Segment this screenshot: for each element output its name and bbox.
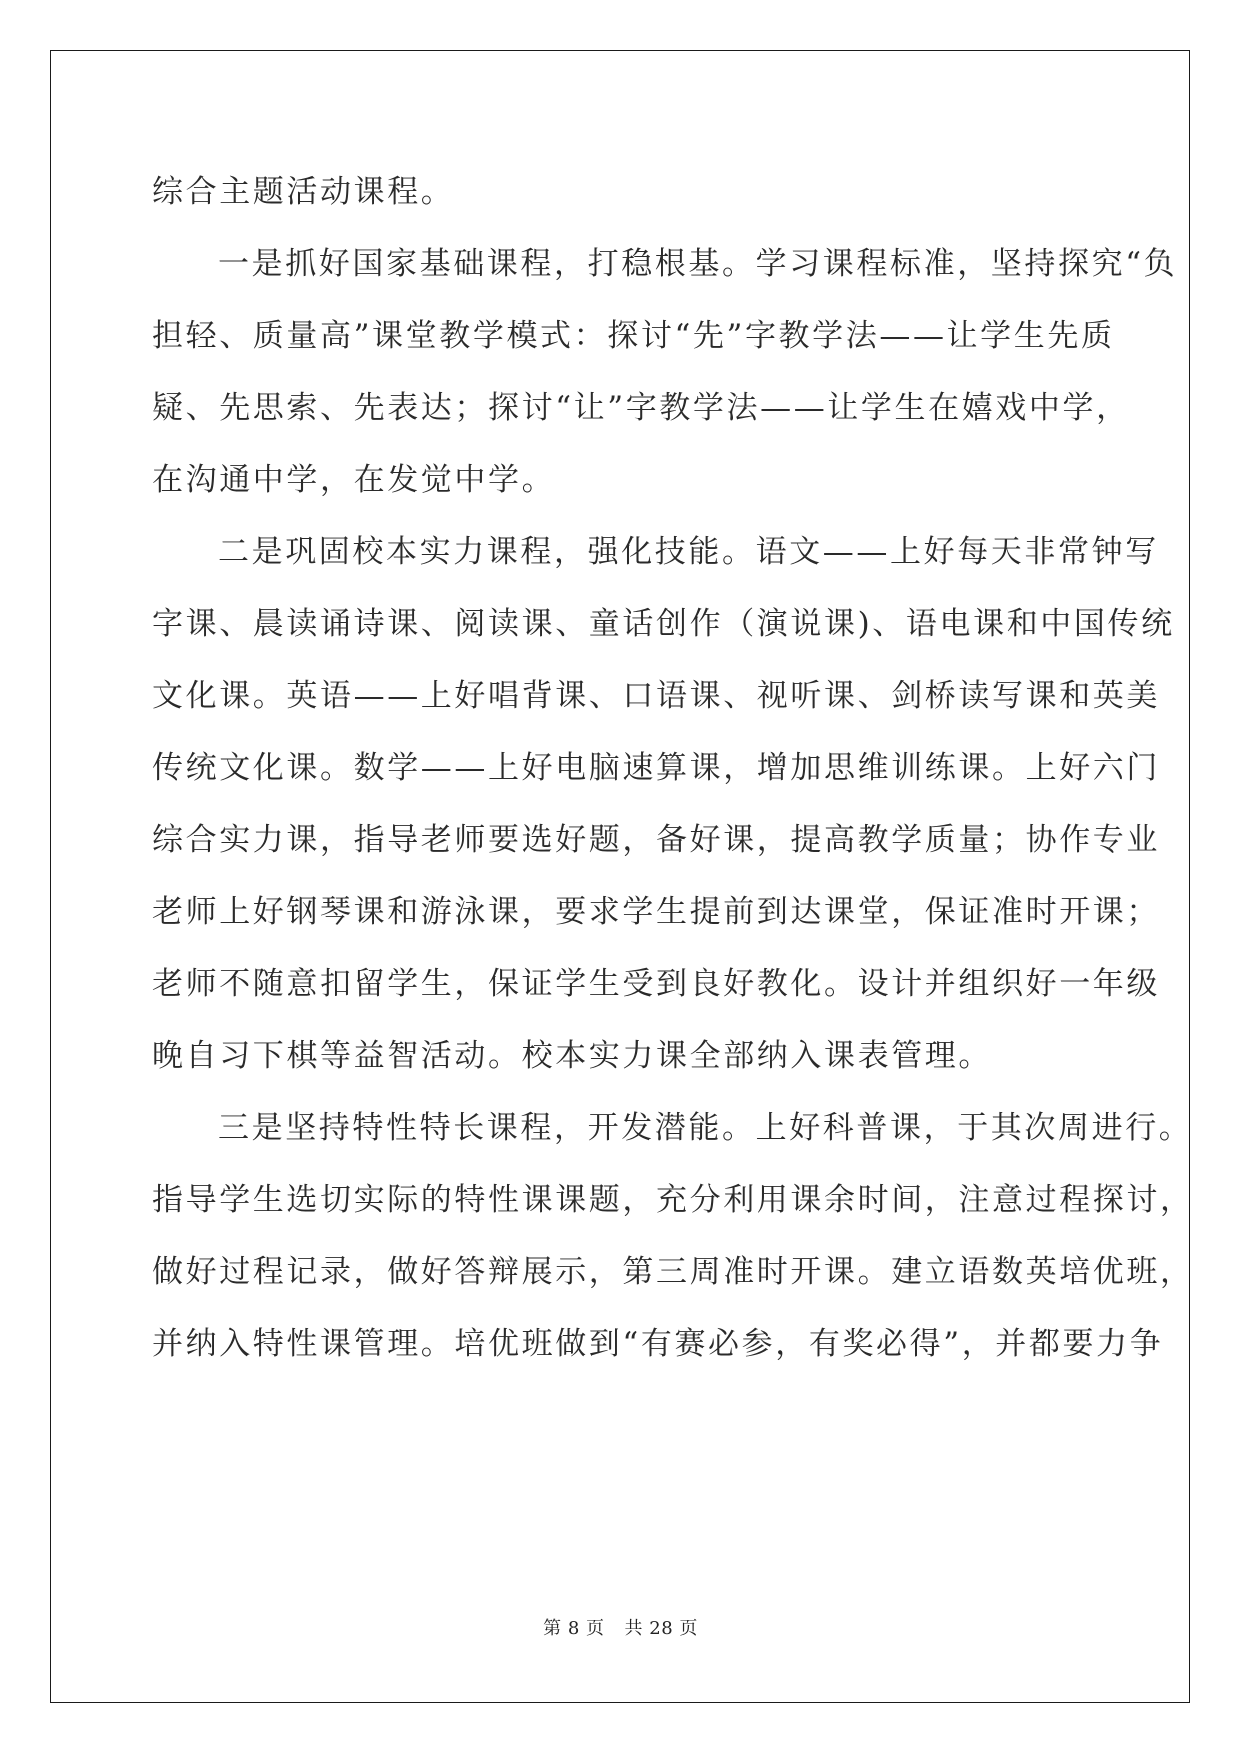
text-line: 传统文化课。数学——上好电脑速算课，增加思维训练课。上好六门 xyxy=(152,750,1160,786)
text-line: 老师不随意扣留学生，保证学生受到良好教化。设计并组织好一年级 xyxy=(152,966,1160,1002)
text-line: 疑、先思索、先表达；探讨“让”字教学法——让学生在嬉戏中学， xyxy=(152,390,1130,426)
text-line: 综合主题活动课程。 xyxy=(152,174,455,210)
text-line: 文化课。英语——上好唱背课、口语课、视听课、剑桥读写课和英美 xyxy=(152,678,1160,714)
text-line: 在沟通中学，在发觉中学。 xyxy=(152,462,556,498)
document-body xyxy=(152,156,1194,1380)
text-line: 老师上好钢琴课和游泳课，要求学生提前到达课堂，保证准时开课； xyxy=(152,894,1160,930)
page-total: 共 28 页 xyxy=(624,1618,698,1639)
text-line: 并纳入特性课管理。培优班做到“有赛必参，有奖必得”，并都要力争 xyxy=(152,1326,1164,1362)
paragraph-first-line: 一是抓好国家基础课程，打稳根基。学习课程标准，坚持探究“负 xyxy=(218,246,1178,282)
text-line: 字课、晨读诵诗课、阅读课、童话创作（演说课)、语电课和中国传统 xyxy=(152,606,1175,642)
paragraph-first-line: 二是巩固校本实力课程，强化技能。语文——上好每天非常钟写 xyxy=(218,534,1159,570)
text-line: 做好过程记录，做好答辩展示，第三周准时开课。建立语数英培优班， xyxy=(152,1254,1194,1290)
page-number: 第 8 页 xyxy=(543,1618,605,1639)
page-footer xyxy=(0,1614,1241,1640)
text-line: 担轻、质量高”课堂教学模式：探讨“先”字教学法——让学生先质 xyxy=(152,318,1115,354)
text-line: 晚自习下棋等益智活动。校本实力课全部纳入课表管理。 xyxy=(152,1038,992,1074)
paragraph-first-line: 三是坚持特性特长课程，开发潜能。上好科普课，于其次周进行。 xyxy=(218,1110,1193,1146)
text-line: 指导学生选切实际的特性课课题，充分利用课余时间，注意过程探讨， xyxy=(152,1182,1194,1218)
text-line: 综合实力课，指导老师要选好题，备好课，提高教学质量；协作专业 xyxy=(152,822,1160,858)
